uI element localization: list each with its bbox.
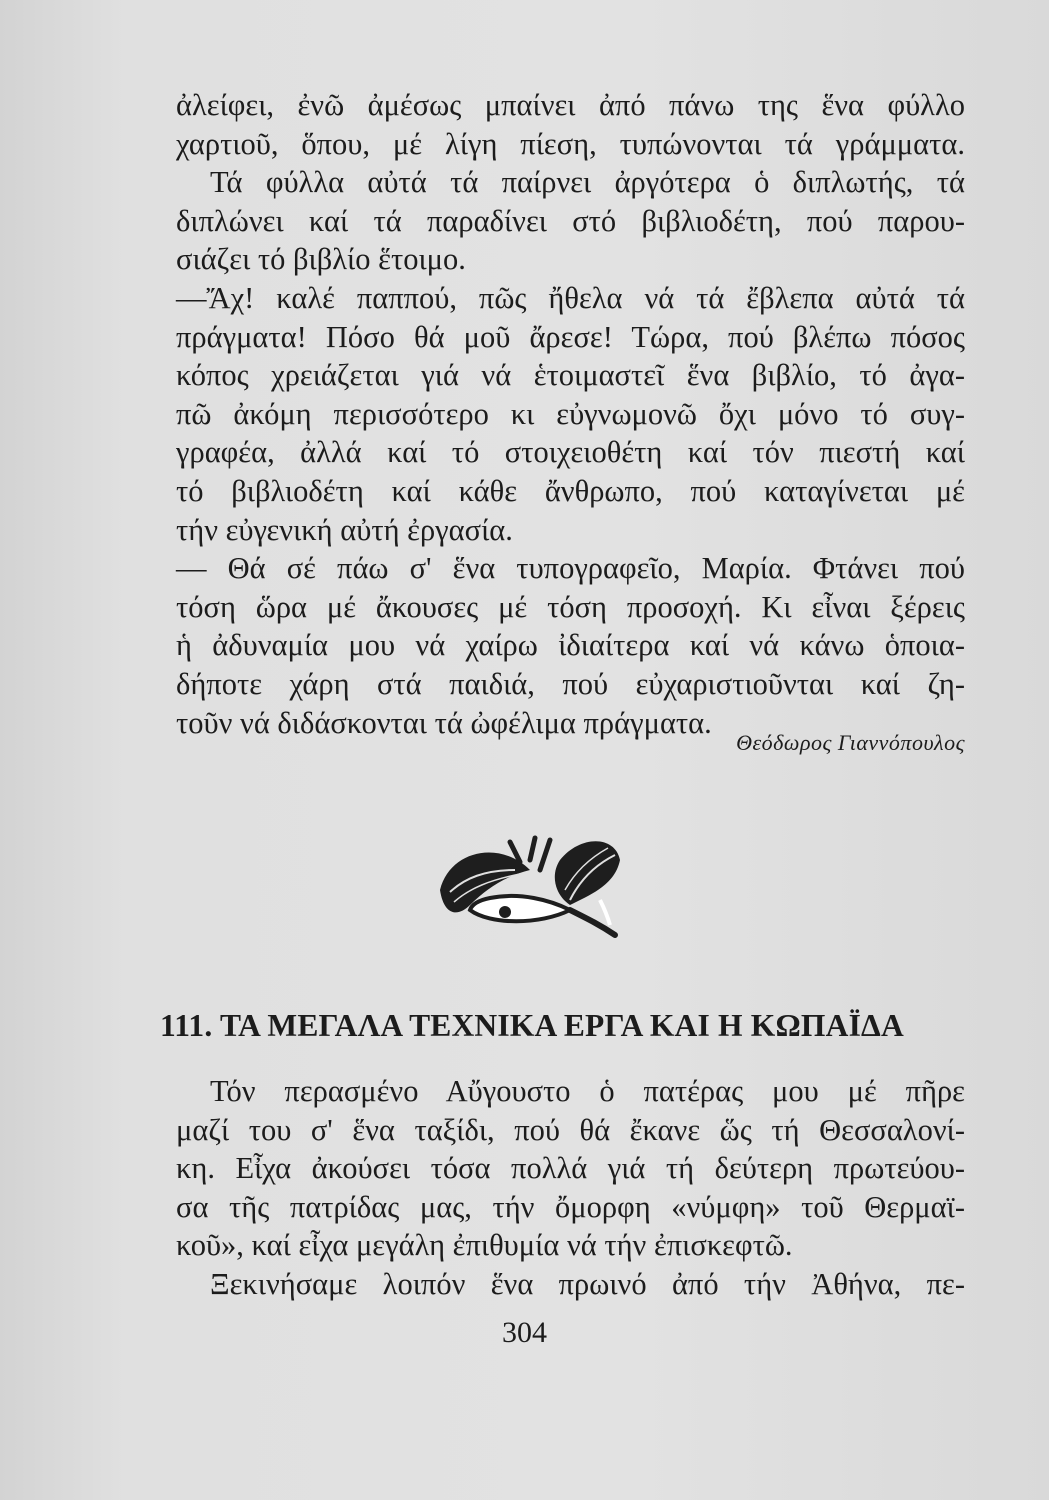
leaf-ornament-icon [430, 830, 635, 940]
text-line: σιάζει τό βιβλίο ἕτοιμο. [176, 242, 466, 277]
continued-text-block [176, 86, 965, 742]
text-line: ἀλείφει, ἐνῶ ἀμέσως μπαίνει ἀπό πάνω της ἕνα φύλλο [176, 88, 965, 122]
text-line: γραφέα, ἀλλά καί τό στοιχειοθέτη καί τόν πιεστή καί [176, 435, 965, 470]
section-heading: 111. ΤΑ ΜΕΓΑΛΑ ΤΕΧΝΙΚΑ ΕΡΓΑ ΚΑΙ Η ΚΩΠΑΪΔΑ [160, 1008, 904, 1043]
text-line: κόπος χρειάζεται γιά νά ἑτοιμαστεῖ ἕνα βιβλίο, τό ἀγα- [176, 358, 965, 393]
text-line: τόση ὥρα μέ ἄκουσες μέ τόση προσοχή. Κι εἶναι ξέρεις [176, 589, 965, 624]
text-line: ἡ ἀδυναμία μου νά χαίρω ἰδιαίτερα καί νά κάνω ὁποια- [176, 628, 965, 663]
text-line: Τά φύλλα αὐτά τά παίρνει ἀργότερα ὁ διπλωτής, τά [210, 165, 965, 200]
text-line: πράγματα! Πόσο θά μοῦ ἄρεσε! Τώρα, πού βλέπω πόσος [176, 319, 965, 354]
text-line: τοῦν νά διδάσκονται τά ὠφέλιμα πράγματα. [176, 705, 712, 740]
section-text-block [176, 1072, 965, 1304]
text-line: χαρτιοῦ, ὅπου, μέ λίγη πίεση, τυπώνονται τά γράμματα. [176, 126, 965, 161]
text-line: κοῦ», καί εἶχα μεγάλη ἐπιθυμία νά τήν ἐπισκεφτῶ. [176, 1228, 793, 1263]
text-line: πῶ ἀκόμη περισσότερο κι εὐγνωμονῶ ὄχι μόνο τό συγ- [176, 396, 965, 431]
text-line: —Ἄχ! καλέ παππού, πῶς ἤθελα νά τά ἔβλεπα αὐτά τά [176, 280, 965, 315]
text-line: Ξεκινήσαμε λοιπόν ἕνα πρωινό ἀπό τήν Ἀθήνα, πε- [210, 1266, 965, 1301]
text-line: μαζί του σ' ἕνα ταξίδι, πού θά ἔκανε ὥς τή Θεσσαλονί- [176, 1112, 965, 1147]
text-line: δήποτε χάρη στά παιδιά, πού εὐχαριστιοῦνται καί ζη- [176, 666, 965, 701]
page-number: 304 [502, 1316, 547, 1349]
text-line: — Θά σέ πάω σ' ἕνα τυπογραφεῖο, Μαρία. Φτάνει πού [176, 551, 965, 586]
text-line: κη. Εἶχα ἀκούσει τόσα πολλά γιά τή δεύτερη πρωτεύου- [176, 1151, 965, 1186]
text-line: Τόν περασμένο Αὔγουστο ὁ πατέρας μου μέ πῆρε [210, 1074, 965, 1108]
text-line: τήν εὐγενική αὐτή ἐργασία. [176, 512, 513, 547]
text-line: διπλώνει καί τά παραδίνει στό βιβλιοδέτη, πού παρου- [176, 203, 965, 238]
text-line: σα τῆς πατρίδας μας, τήν ὄμορφη «νύμφη» τοῦ Θερμαϊ- [176, 1189, 965, 1224]
author-signature: Θεόδωρος Γιαννόπουλος [736, 730, 965, 755]
text-line: τό βιβλιοδέτη καί κάθε ἄνθρωπο, πού καταγίνεται μέ [176, 473, 965, 508]
